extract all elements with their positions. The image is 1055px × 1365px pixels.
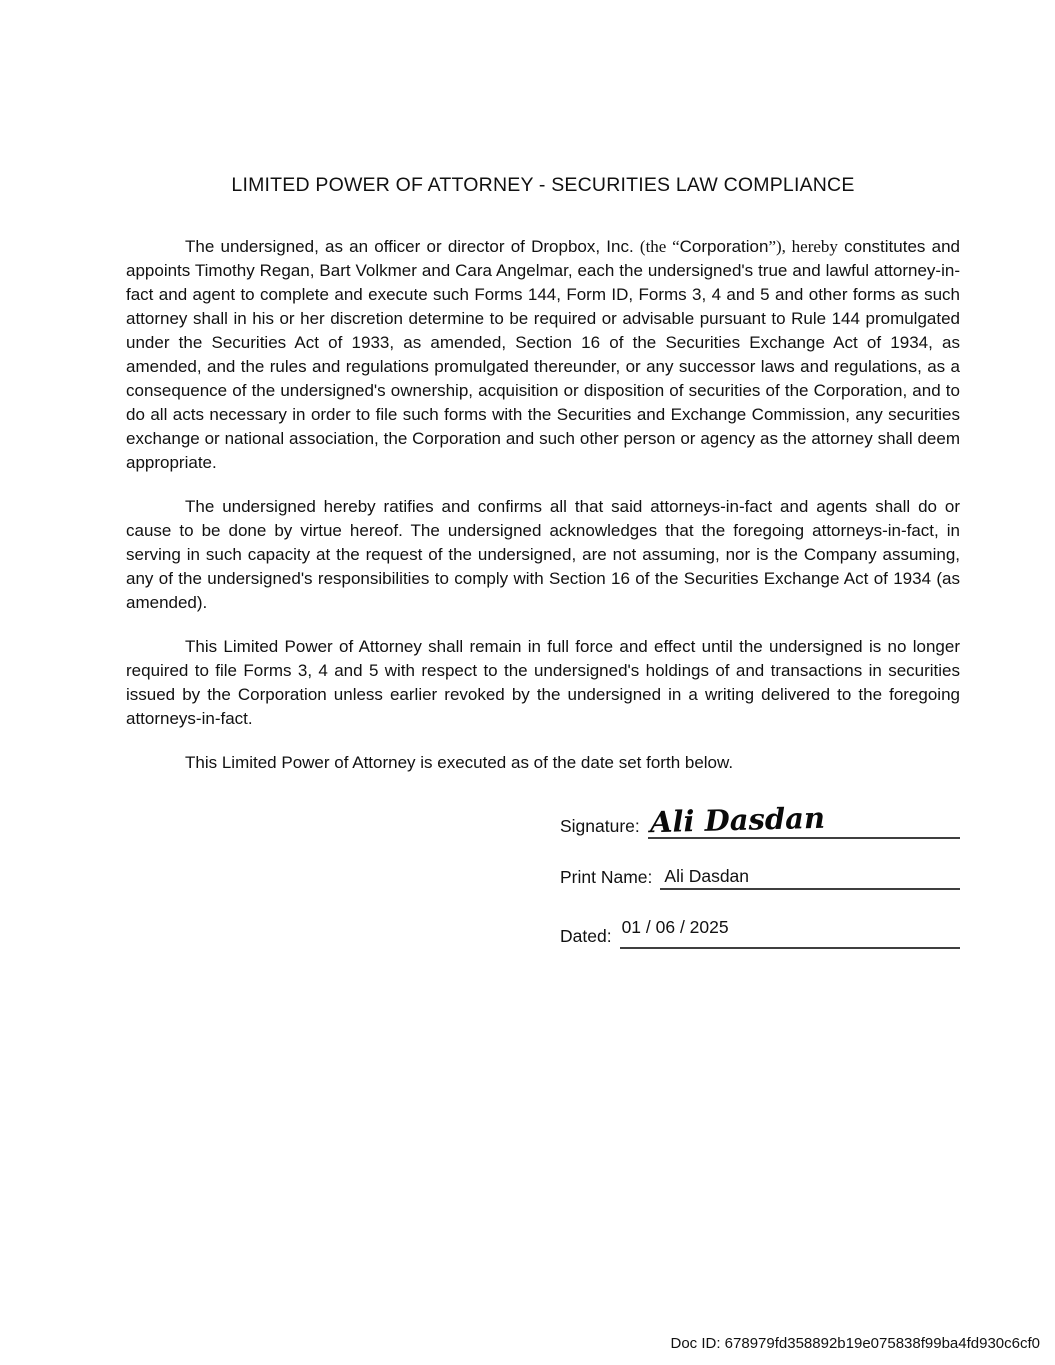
signature-row (560, 800, 960, 840)
paragraph-appointment (126, 235, 960, 475)
print-name-line (660, 866, 960, 890)
signature-handwriting: Ali Dasdan (649, 800, 826, 840)
print-name-value: Ali Dasdan (664, 865, 750, 886)
paragraph-execution: This Limited Power of Attorney is executed as of the date set forth below. (185, 753, 734, 772)
signature-block (560, 800, 960, 949)
print-name-label: Print Name: (560, 866, 653, 887)
document-content (126, 174, 960, 976)
dated-label: Dated: (560, 925, 612, 946)
paragraph-appointment-rest: constitutes and appoints Timothy Regan, Bart Volkmer and Cara Angelmar, each the undersigned's true and lawful attorney-in-fact and agent to complete and execute such Forms 144, Form ID, Forms 3, 4 and 5 and other forms as such attorney shall in his or her discretion determine to be required or advisable pursuant to Rule 144 promulgated under the Securities Act of 1933, as amended, Section 16 of the Securities Exchange Act of 1934, as amended, and the rules and regulations promulgated thereunder, or any successor laws and regulations, as a consequence of the undersigned's ownership, acquisition or disposition of securities of the Corporation, and to do all acts necessary in order to file such forms with the Securities and Exchange Commission, any securities exchange or national association, the Corporation and such other person or agency as the attorney shall deem appropriate. (126, 237, 960, 472)
paragraph-appointment-serif-open: (the “ (639, 237, 680, 256)
paragraph-appointment-serif-close: ”), hereby (768, 237, 838, 256)
dated-line (620, 917, 960, 949)
paragraph-appointment-lead: The undersigned, as an officer or director of Dropbox, Inc. (185, 237, 640, 256)
paragraph-duration: This Limited Power of Attorney shall remain in full force and effect until the undersigned is no longer required to file Forms 3, 4 and 5 with respect to the undersigned's holdings of and transactions in securities issued by the Corporation unless earlier revoked by the undersigned in a writing delivered to the foregoing attorneys-in-fact. (126, 637, 960, 728)
print-name-row (560, 866, 960, 890)
signature-label: Signature: (560, 815, 640, 836)
doc-id-footer: Doc ID: 678979fd358892b19e075838f99ba4fd930c6cf0 (670, 1335, 1040, 1352)
dated-row (560, 917, 960, 949)
document-title: LIMITED POWER OF ATTORNEY - SECURITIES LAW COMPLIANCE (231, 174, 855, 196)
signature-line (648, 800, 960, 840)
paragraph-ratification: The undersigned hereby ratifies and confirms all that said attorneys-in-fact and agents shall do or cause to be done by virtue hereof. The undersigned acknowledges that the foregoing attorneys-in-fact, in serving in such capacity at the request of the undersigned, are not assuming, nor is the Company assuming, any of the undersigned's responsibilities to comply with Section 16 of the Securities Exchange Act of 1934 (as amended). (126, 497, 960, 612)
dated-value: 01 / 06 / 2025 (621, 916, 729, 937)
corporation-defined-term: Corporation (679, 237, 769, 256)
